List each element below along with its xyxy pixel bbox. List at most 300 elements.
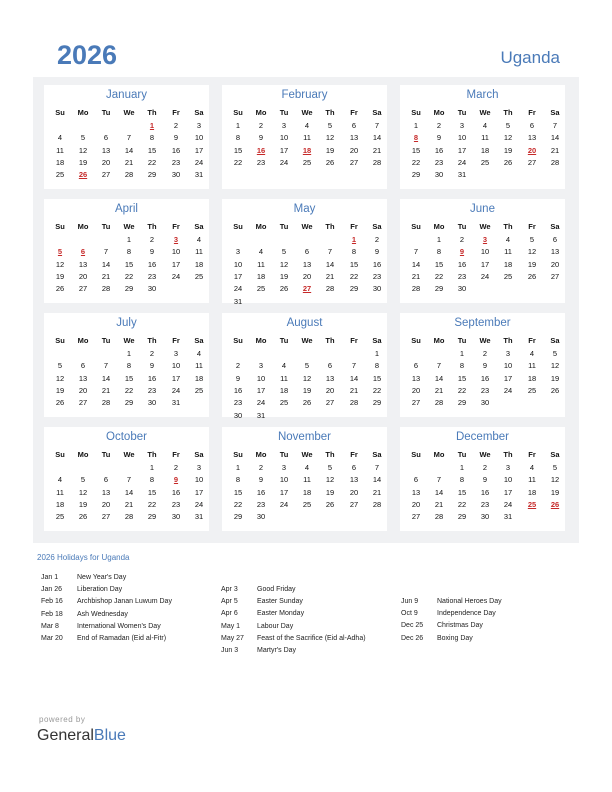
day-cell: 27 (349, 157, 359, 167)
day-cell: 22 (147, 157, 157, 167)
day-cell: 11 (528, 361, 536, 371)
day-cell: 29 (457, 398, 467, 408)
day-cell: 22 (457, 385, 467, 395)
day-cell: 30 (372, 284, 382, 294)
day-cell: 29 (124, 398, 134, 408)
day-cell: 31 (194, 170, 204, 180)
day-cell: 21 (124, 499, 134, 509)
day-cell: 26 (55, 398, 65, 408)
weekday-header: Sa (550, 450, 560, 459)
day-cell: 6 (304, 247, 310, 257)
weekday-header: Sa (372, 222, 382, 231)
day-cell: 18 (480, 145, 490, 155)
month-july (44, 313, 209, 417)
day-cell: 3 (505, 349, 511, 358)
day-cell: 2 (235, 361, 241, 371)
weekday-header: Sa (372, 336, 382, 345)
day-cell: 9 (173, 133, 179, 143)
day-cell: 11 (504, 247, 512, 257)
day-cell: 15 (233, 487, 243, 497)
day-cell: 24 (503, 499, 513, 509)
day-cell: 5 (80, 133, 86, 143)
day-cell: 3 (196, 121, 202, 130)
weekday-header: Tu (279, 336, 289, 345)
day-cell: 23 (256, 499, 266, 509)
day-cell: 25 (55, 170, 65, 180)
day-cell: 6 (529, 121, 535, 130)
weekday-header: Th (147, 336, 157, 345)
day-cell: 23 (233, 398, 243, 408)
holiday-day-cell: 18 (302, 145, 312, 155)
weekday-header: We (123, 222, 135, 231)
day-cell: 23 (434, 157, 444, 167)
day-cell: 12 (527, 247, 537, 257)
day-cell: 11 (56, 145, 64, 155)
day-cell: 18 (527, 487, 537, 497)
day-cell: 1 (413, 121, 419, 130)
day-cell: 10 (171, 247, 181, 257)
holiday-day-cell: 26 (78, 170, 88, 180)
day-cell: 9 (436, 133, 442, 143)
day-cell: 27 (349, 499, 359, 509)
day-cell: 22 (411, 157, 421, 167)
day-cell: 7 (327, 247, 333, 257)
day-cell: 16 (256, 487, 266, 497)
weekday-header: Tu (279, 222, 289, 231)
day-cell: 31 (503, 512, 513, 522)
weekday-header: Tu (457, 222, 467, 231)
day-cell: 5 (529, 235, 535, 244)
day-cell: 22 (124, 385, 134, 395)
day-cell: 8 (235, 475, 241, 485)
month-november (222, 427, 387, 531)
day-cell: 4 (57, 475, 63, 485)
weekday-header: Mo (77, 336, 89, 345)
day-cell: 14 (411, 259, 421, 269)
day-cell: 16 (480, 487, 490, 497)
day-cell: 30 (480, 512, 490, 522)
day-cell: 6 (103, 133, 109, 143)
day-cell: 7 (103, 361, 109, 371)
day-cell: 24 (233, 284, 243, 294)
weekday-header: Th (147, 222, 157, 231)
day-cell: 3 (281, 121, 287, 130)
day-cell: 13 (349, 133, 359, 143)
day-cell: 13 (527, 133, 537, 143)
day-cell: 21 (434, 499, 444, 509)
day-cell: 16 (457, 259, 467, 269)
holiday-day-cell: 8 (413, 133, 419, 143)
holiday-name: National Heroes Day (437, 598, 502, 605)
day-cell: 19 (550, 373, 560, 383)
day-cell: 21 (411, 271, 421, 281)
day-cell: 23 (256, 157, 266, 167)
day-cell: 10 (171, 361, 181, 371)
weekday-header: Tu (101, 336, 111, 345)
day-cell: 7 (351, 361, 357, 371)
holiday-day-cell: 9 (459, 247, 465, 257)
day-cell: 31 (457, 170, 467, 180)
brand-logo[interactable] (37, 727, 126, 745)
year-title: 2026 (57, 40, 118, 70)
day-cell: 30 (233, 410, 243, 420)
day-cell: 27 (78, 284, 88, 294)
day-cell: 12 (550, 361, 560, 371)
holiday-name: New Year's Day (77, 574, 127, 581)
day-cell: 21 (434, 385, 444, 395)
day-cell: 14 (372, 133, 382, 143)
day-cell: 13 (349, 475, 359, 485)
weekday-header: Fr (528, 108, 536, 117)
holiday-day-cell: 1 (149, 121, 155, 130)
day-cell: 29 (411, 170, 421, 180)
day-cell: 20 (78, 385, 88, 395)
holiday-name: Labour Day (257, 622, 294, 630)
holiday-date: May 27 (221, 634, 244, 642)
day-cell: 6 (413, 361, 419, 371)
weekday-header: Sa (372, 108, 382, 117)
day-cell: 5 (57, 361, 63, 371)
day-cell: 18 (55, 499, 65, 509)
day-cell: 17 (457, 145, 467, 155)
day-cell: 19 (78, 157, 88, 167)
day-cell: 28 (124, 170, 134, 180)
day-cell: 30 (256, 512, 266, 522)
weekday-header: Su (55, 450, 65, 459)
day-cell: 3 (235, 247, 241, 257)
day-cell: 24 (256, 398, 266, 408)
weekday-header: Sa (194, 108, 204, 117)
day-cell: 24 (457, 157, 467, 167)
day-cell: 8 (436, 247, 442, 257)
weekday-header: Sa (194, 450, 204, 459)
month-name: February (281, 89, 328, 101)
day-cell: 14 (124, 145, 134, 155)
holiday-name: Easter Sunday (257, 598, 303, 606)
brand-blue: Blue (93, 727, 126, 744)
day-cell: 15 (411, 145, 421, 155)
weekday-header: Mo (255, 222, 267, 231)
day-cell: 4 (258, 247, 264, 257)
day-cell: 28 (372, 157, 382, 167)
holiday-name: Boxing Day (437, 634, 473, 642)
month-name: April (114, 203, 138, 215)
day-cell: 23 (171, 499, 181, 509)
day-cell: 27 (101, 170, 111, 180)
day-cell: 17 (480, 259, 490, 269)
month-name: June (470, 203, 495, 215)
holiday-date: Jun 3 (221, 647, 239, 654)
day-cell: 19 (550, 487, 560, 497)
day-cell: 20 (349, 487, 359, 497)
day-cell: 2 (459, 235, 465, 244)
powered-by-text: powered by (39, 715, 86, 724)
day-cell: 6 (351, 121, 357, 130)
day-cell: 11 (257, 259, 265, 269)
weekday-header: Fr (350, 108, 358, 117)
day-cell: 17 (233, 271, 243, 281)
day-cell: 13 (78, 259, 88, 269)
holiday-name: Easter Monday (257, 610, 305, 618)
weekday-header: Fr (528, 222, 536, 231)
weekday-header: Su (411, 336, 421, 345)
day-cell: 25 (480, 157, 490, 167)
day-cell: 22 (233, 157, 243, 167)
holiday-date: Oct 9 (401, 610, 418, 618)
day-cell: 19 (527, 259, 537, 269)
day-cell: 26 (55, 284, 65, 294)
day-cell: 29 (434, 284, 444, 294)
day-cell: 1 (436, 235, 442, 244)
day-cell: 29 (349, 284, 359, 294)
weekday-header: We (123, 450, 135, 459)
day-cell: 26 (78, 512, 88, 522)
holiday-name: Feast of the Sacrifice (Eid al-Adha) (257, 634, 366, 642)
day-cell: 16 (233, 385, 243, 395)
day-cell: 15 (147, 145, 157, 155)
day-cell: 8 (149, 475, 155, 485)
day-cell: 2 (173, 463, 179, 472)
day-cell: 30 (434, 170, 444, 180)
day-cell: 23 (372, 271, 382, 281)
day-cell: 9 (149, 361, 155, 371)
day-cell: 26 (550, 385, 560, 395)
weekday-header: Fr (528, 450, 536, 459)
weekday-header: Th (503, 222, 513, 231)
weekday-header: Th (147, 108, 157, 117)
day-cell: 30 (457, 284, 467, 294)
day-cell: 26 (279, 284, 289, 294)
day-cell: 2 (436, 121, 442, 130)
weekday-header: Su (55, 222, 65, 231)
day-cell: 18 (55, 157, 65, 167)
weekday-header: Mo (77, 108, 89, 117)
weekday-header: We (301, 108, 313, 117)
day-cell: 10 (233, 259, 243, 269)
weekday-header: Su (411, 222, 421, 231)
day-cell: 26 (325, 157, 335, 167)
day-cell: 15 (124, 259, 134, 269)
day-cell: 17 (256, 385, 266, 395)
day-cell: 26 (302, 398, 312, 408)
day-cell: 14 (434, 487, 444, 497)
day-cell: 15 (349, 259, 359, 269)
day-cell: 22 (124, 271, 134, 281)
day-cell: 11 (195, 361, 203, 371)
weekday-header: Su (233, 108, 243, 117)
day-cell: 4 (505, 235, 511, 244)
day-cell: 20 (411, 499, 421, 509)
day-cell: 22 (147, 499, 157, 509)
day-cell: 2 (258, 463, 264, 472)
weekday-header: Su (233, 222, 243, 231)
day-cell: 12 (325, 133, 335, 143)
holiday-date: Jan 1 (41, 574, 59, 581)
day-cell: 26 (527, 271, 537, 281)
day-cell: 24 (503, 385, 513, 395)
day-cell: 24 (171, 385, 181, 395)
day-cell: 22 (434, 271, 444, 281)
day-cell: 17 (279, 145, 289, 155)
day-cell: 20 (302, 271, 312, 281)
month-january (44, 85, 209, 189)
month-september (400, 313, 565, 417)
day-cell: 31 (233, 296, 243, 306)
day-cell: 28 (434, 512, 444, 522)
day-cell: 11 (303, 133, 311, 143)
day-cell: 26 (503, 157, 513, 167)
weekday-header: Su (233, 336, 243, 345)
month-june (400, 199, 565, 303)
day-cell: 13 (78, 373, 88, 383)
day-cell: 23 (480, 385, 490, 395)
day-cell: 4 (304, 463, 310, 472)
weekday-header: We (301, 450, 313, 459)
weekday-header: Mo (255, 108, 267, 117)
holiday-name: Liberation Day (77, 586, 123, 594)
day-cell: 13 (411, 373, 421, 383)
day-cell: 13 (411, 487, 421, 497)
day-cell: 23 (171, 157, 181, 167)
day-cell: 24 (279, 157, 289, 167)
holiday-date: Mar 8 (41, 622, 59, 630)
day-cell: 10 (503, 361, 513, 371)
day-cell: 3 (258, 361, 264, 371)
weekday-header: Sa (550, 108, 560, 117)
holiday-date: Jan 26 (41, 586, 63, 594)
weekday-header: We (123, 108, 135, 117)
holiday-name: Good Friday (257, 586, 296, 593)
holiday-name: Archbishop Janan Luwum Day (77, 598, 172, 606)
day-cell: 9 (258, 133, 264, 143)
brand-general: General (37, 727, 94, 744)
day-cell: 12 (279, 259, 289, 269)
day-cell: 1 (235, 121, 241, 130)
day-cell: 6 (103, 475, 109, 485)
day-cell: 14 (372, 475, 382, 485)
holiday-day-cell: 27 (302, 284, 312, 294)
day-cell: 3 (281, 463, 287, 472)
day-cell: 15 (233, 145, 243, 155)
day-cell: 21 (372, 145, 382, 155)
holiday-day-cell: 9 (173, 475, 179, 485)
day-cell: 15 (147, 487, 157, 497)
day-cell: 28 (349, 398, 359, 408)
weekday-header: Su (233, 450, 243, 459)
day-cell: 18 (302, 487, 312, 497)
weekday-header: Mo (433, 108, 445, 117)
weekday-header: Fr (350, 336, 358, 345)
day-cell: 7 (413, 247, 419, 257)
weekday-header: Th (503, 450, 513, 459)
day-cell: 25 (527, 385, 537, 395)
day-cell: 23 (457, 271, 467, 281)
day-cell: 4 (529, 463, 535, 472)
day-cell: 29 (124, 284, 134, 294)
day-cell: 12 (78, 145, 88, 155)
country-title: Uganda (500, 48, 560, 67)
day-cell: 29 (457, 512, 467, 522)
day-cell: 22 (349, 271, 359, 281)
day-cell: 16 (372, 259, 382, 269)
day-cell: 25 (194, 271, 204, 281)
month-name: August (286, 317, 323, 329)
holiday-name: End of Ramadan (Eid al-Fitr) (77, 635, 167, 642)
day-cell: 7 (103, 247, 109, 257)
weekday-header: Th (325, 336, 335, 345)
day-cell: 4 (529, 349, 535, 358)
day-cell: 14 (325, 259, 335, 269)
day-cell: 5 (281, 247, 287, 257)
day-cell: 1 (235, 463, 241, 472)
day-cell: 2 (482, 349, 488, 358)
day-cell: 7 (436, 361, 442, 371)
month-name: October (106, 431, 147, 443)
day-cell: 27 (411, 512, 421, 522)
day-cell: 4 (482, 121, 488, 130)
day-cell: 24 (279, 499, 289, 509)
day-cell: 8 (351, 247, 357, 257)
day-cell: 5 (552, 349, 558, 358)
day-cell: 13 (325, 373, 335, 383)
weekday-header: We (301, 336, 313, 345)
day-cell: 11 (280, 373, 288, 383)
day-cell: 19 (325, 487, 335, 497)
day-cell: 15 (372, 373, 382, 383)
day-cell: 15 (457, 487, 467, 497)
day-cell: 16 (480, 373, 490, 383)
day-cell: 12 (302, 373, 312, 383)
day-cell: 21 (325, 271, 335, 281)
weekday-header: Th (503, 336, 513, 345)
day-cell: 22 (457, 499, 467, 509)
holiday-date: Feb 18 (41, 610, 63, 618)
day-cell: 14 (349, 373, 359, 383)
day-cell: 28 (372, 499, 382, 509)
day-cell: 24 (480, 271, 490, 281)
day-cell: 5 (505, 121, 511, 130)
day-cell: 28 (124, 512, 134, 522)
day-cell: 6 (327, 361, 333, 371)
month-name: January (106, 89, 147, 101)
day-cell: 16 (434, 145, 444, 155)
weekday-header: Sa (550, 336, 560, 345)
day-cell: 1 (459, 463, 465, 472)
day-cell: 30 (147, 284, 157, 294)
day-cell: 19 (55, 271, 65, 281)
month-name: March (466, 89, 499, 101)
weekday-header: Th (325, 108, 335, 117)
day-cell: 12 (55, 373, 65, 383)
holiday-date: Jun 9 (401, 598, 419, 605)
month-name: December (455, 431, 510, 443)
day-cell: 17 (503, 373, 513, 383)
day-cell: 17 (194, 487, 204, 497)
weekday-header: Fr (528, 336, 536, 345)
day-cell: 6 (80, 361, 86, 371)
day-cell: 25 (302, 157, 312, 167)
holiday-date: Apr 3 (221, 586, 238, 593)
day-cell: 12 (325, 475, 335, 485)
day-cell: 3 (459, 121, 465, 130)
weekday-header: Sa (194, 336, 204, 345)
day-cell: 30 (171, 170, 181, 180)
day-cell: 8 (459, 361, 465, 371)
day-cell: 25 (302, 499, 312, 509)
day-cell: 2 (374, 235, 380, 244)
day-cell: 5 (80, 475, 86, 485)
day-cell: 4 (196, 235, 202, 244)
